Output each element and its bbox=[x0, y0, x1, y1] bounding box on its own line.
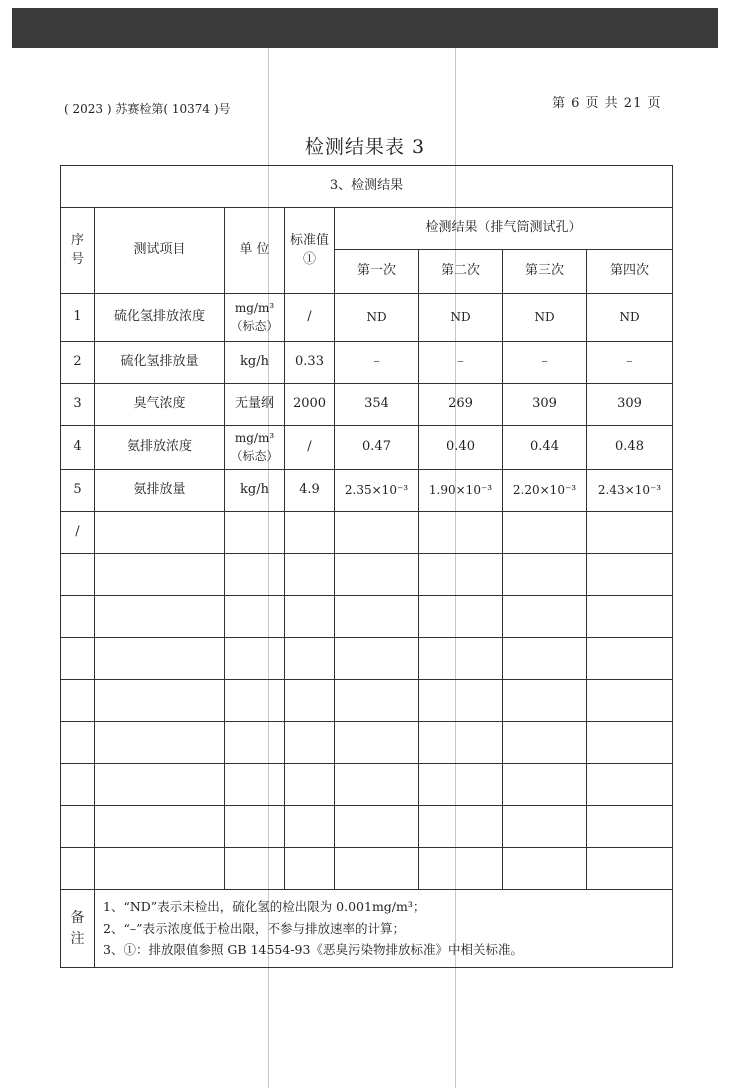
report-number: ( 2023 ) 苏赛检第( 10374 )号 bbox=[64, 102, 231, 116]
results-table bbox=[60, 165, 673, 968]
row-unit bbox=[225, 512, 285, 554]
row-result: 2.20×10⁻³ bbox=[503, 470, 587, 512]
empty-row bbox=[61, 848, 673, 890]
row-item bbox=[95, 512, 225, 554]
row-result: – bbox=[419, 342, 503, 384]
table-row bbox=[61, 512, 673, 554]
empty-row bbox=[61, 596, 673, 638]
section-title: 3、检测结果 bbox=[61, 166, 673, 208]
row-unit: mg/m³（标态） bbox=[225, 426, 285, 470]
row-result: 2.35×10⁻³ bbox=[335, 470, 419, 512]
row-std: / bbox=[285, 294, 335, 342]
col-header-run-2: 第二次 bbox=[419, 250, 503, 294]
row-item: 氨排放浓度 bbox=[95, 426, 225, 470]
note-line: 1、“ND”表示未检出，硫化氢的检出限为 0.001mg/m³； bbox=[103, 898, 426, 914]
row-result: ND bbox=[335, 294, 419, 342]
page-title: 检测结果表 3 bbox=[304, 136, 426, 158]
col-header-unit: 单 位 bbox=[225, 208, 285, 294]
row-result: 0.47 bbox=[335, 426, 419, 470]
row-result: – bbox=[503, 342, 587, 384]
scan-top-shadow bbox=[12, 8, 718, 48]
row-std bbox=[285, 512, 335, 554]
empty-row bbox=[61, 764, 673, 806]
section-row bbox=[61, 166, 673, 208]
empty-row bbox=[61, 722, 673, 764]
row-std: 2000 bbox=[285, 384, 335, 426]
note-line: 2、“–”表示浓度低于检出限，不参与排放速率的计算； bbox=[103, 920, 405, 936]
row-item: 硫化氢排放量 bbox=[95, 342, 225, 384]
table-row bbox=[61, 294, 673, 342]
row-no: 3 bbox=[61, 384, 95, 426]
row-result bbox=[335, 512, 419, 554]
header-row-1 bbox=[61, 208, 673, 250]
row-result: 1.90×10⁻³ bbox=[419, 470, 503, 512]
row-unit: mg/m³（标态） bbox=[225, 294, 285, 342]
row-std: 0.33 bbox=[285, 342, 335, 384]
col-header-run-3: 第三次 bbox=[503, 250, 587, 294]
row-result: 0.40 bbox=[419, 426, 503, 470]
empty-row bbox=[61, 638, 673, 680]
row-result bbox=[587, 512, 673, 554]
row-std: 4.9 bbox=[285, 470, 335, 512]
row-std: / bbox=[285, 426, 335, 470]
table-row bbox=[61, 342, 673, 384]
row-unit: kg/h bbox=[225, 470, 285, 512]
row-result: 309 bbox=[587, 384, 673, 426]
col-header-std: 标准值① bbox=[285, 208, 335, 294]
col-header-run-1: 第一次 bbox=[335, 250, 419, 294]
row-result: ND bbox=[503, 294, 587, 342]
row-item: 臭气浓度 bbox=[95, 384, 225, 426]
notes-body bbox=[95, 890, 673, 968]
row-result: – bbox=[335, 342, 419, 384]
row-no: 5 bbox=[61, 470, 95, 512]
row-result: – bbox=[587, 342, 673, 384]
table-row bbox=[61, 384, 673, 426]
row-result: 2.43×10⁻³ bbox=[587, 470, 673, 512]
col-header-results: 检测结果（排气筒测试孔） bbox=[335, 208, 673, 250]
row-unit: 无量纲 bbox=[225, 384, 285, 426]
row-result bbox=[419, 512, 503, 554]
row-item: 硫化氢排放浓度 bbox=[95, 294, 225, 342]
row-result: 309 bbox=[503, 384, 587, 426]
row-result: ND bbox=[419, 294, 503, 342]
notes-row bbox=[61, 890, 673, 968]
row-no: 2 bbox=[61, 342, 95, 384]
row-result: 0.48 bbox=[587, 426, 673, 470]
row-no: / bbox=[61, 512, 95, 554]
col-header-no: 序号 bbox=[61, 208, 95, 294]
note-line: 3、①：排放限值参照 GB 14554-93《恶臭污染物排放标准》中相关标准。 bbox=[103, 942, 523, 958]
empty-row bbox=[61, 806, 673, 848]
row-result bbox=[503, 512, 587, 554]
table-row bbox=[61, 426, 673, 470]
col-header-item: 测试项目 bbox=[95, 208, 225, 294]
row-no: 1 bbox=[61, 294, 95, 342]
row-no: 4 bbox=[61, 426, 95, 470]
empty-row bbox=[61, 680, 673, 722]
page-number: 第 6 页 共 21 页 bbox=[552, 96, 662, 111]
row-unit: kg/h bbox=[225, 342, 285, 384]
notes-label: 备注 bbox=[61, 890, 95, 968]
table-row bbox=[61, 470, 673, 512]
row-item: 氨排放量 bbox=[95, 470, 225, 512]
row-result: 354 bbox=[335, 384, 419, 426]
row-result: 269 bbox=[419, 384, 503, 426]
col-header-run-4: 第四次 bbox=[587, 250, 673, 294]
row-result: ND bbox=[587, 294, 673, 342]
row-result: 0.44 bbox=[503, 426, 587, 470]
empty-row bbox=[61, 554, 673, 596]
